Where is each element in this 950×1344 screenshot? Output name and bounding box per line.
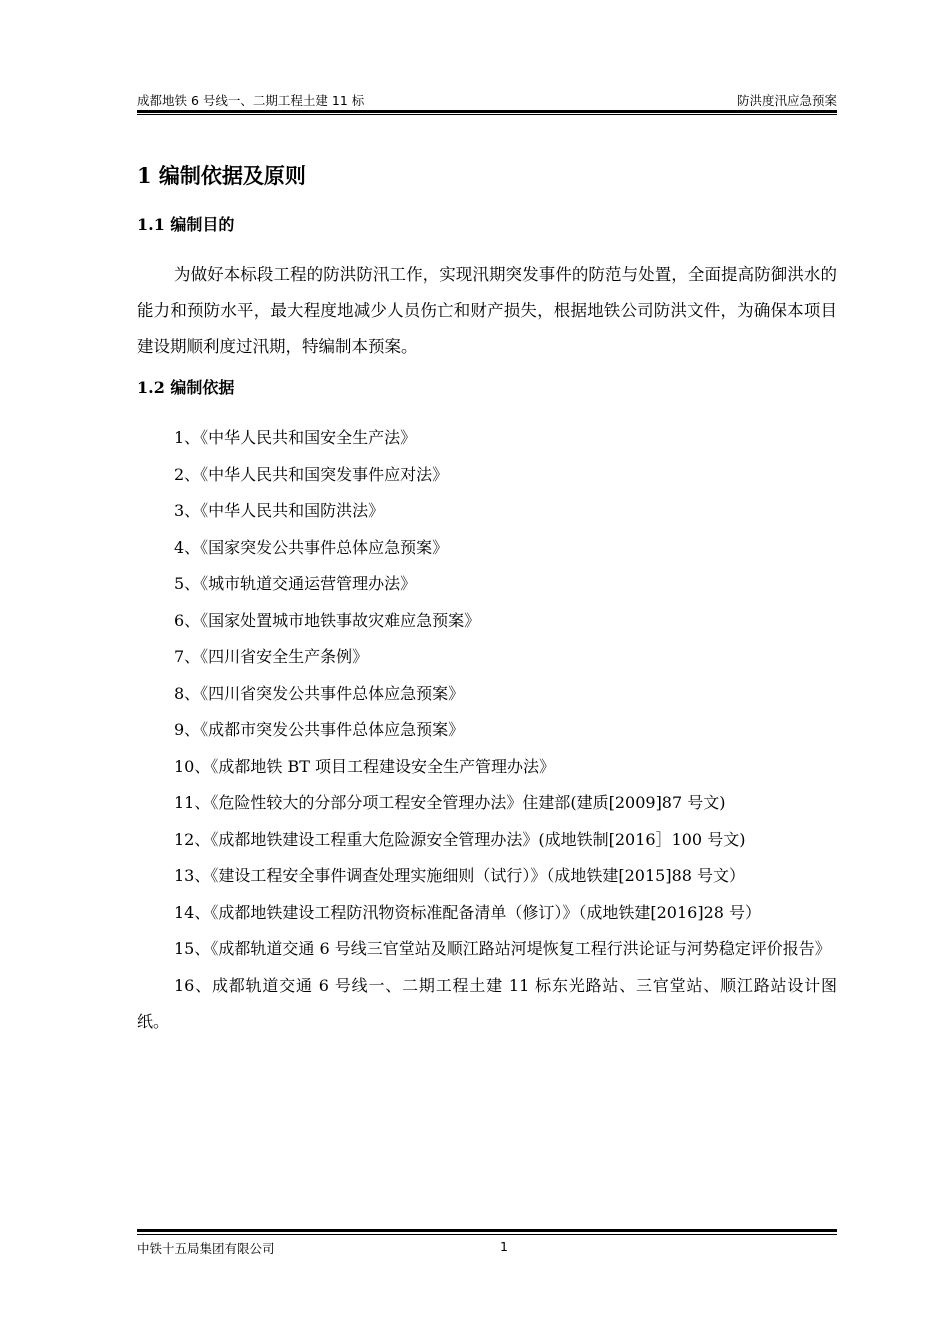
footer-company: 中铁十五局集团有限公司 bbox=[137, 1241, 275, 1256]
section-heading-1-1: 1.1 编制目的 bbox=[137, 215, 235, 234]
list-item: 15、《成都轨道交通 6 号线三官堂站及顺江路站河堤恢复工程行洪论证与河势稳定评价报告》 bbox=[174, 939, 831, 958]
list-item: 3、《中华人民共和国防洪法》 bbox=[174, 501, 385, 520]
basis-list bbox=[137, 420, 837, 1041]
header-divider-thick bbox=[137, 110, 837, 113]
purpose-paragraph: 为做好本标段工程的防洪防汛工作，实现汛期突发事件的防范与处置，全面提高防御洪水的能力和预防水平，最大程度地减少人员伤亡和财产损失，根据地铁公司防洪文件，为确保本项目建设期顺利度过汛期，特编制本预案。 bbox=[137, 265, 837, 356]
header-document-title: 防洪度汛应急预案 bbox=[736, 93, 837, 108]
header-project-title: 成都地铁 6 号线一、二期工程土建 11 标 bbox=[137, 93, 365, 108]
footer-divider-thick bbox=[137, 1229, 837, 1232]
list-item: 11、《危险性较大的分部分项工程安全管理办法》住建部(建质[2009]87 号文) bbox=[174, 793, 726, 812]
list-item: 14、《成都地铁建设工程防汛物资标准配备清单（修订）》（成地铁建[2016]28 号） bbox=[174, 902, 762, 922]
list-item: 4、《国家突发公共事件总体应急预案》 bbox=[174, 537, 449, 557]
list-item: 7、《四川省安全生产条例》 bbox=[174, 647, 369, 666]
list-item: 8、《四川省突发公共事件总体应急预案》 bbox=[174, 683, 465, 703]
list-item: 13、《建设工程安全事件调查处理实施细则（试行）》（成地铁建[2015]88 号文） bbox=[174, 866, 746, 885]
list-item: 9、《成都市突发公共事件总体应急预案》 bbox=[174, 720, 465, 739]
page-header bbox=[137, 91, 837, 111]
list-item: 12、《成都地铁建设工程重大危险源安全管理办法》(成地铁制[2016］100 号文) bbox=[174, 829, 746, 849]
footer-divider-thin bbox=[137, 1234, 837, 1235]
list-item: 16、成都轨道交通 6 号线一、二期工程土建 11 标东光路站、三官堂站、顺江路站设计图纸。 bbox=[137, 975, 837, 1031]
section-heading-1: 1 编制依据及原则 bbox=[137, 163, 306, 188]
section-heading-1-2: 1.2 编制依据 bbox=[137, 378, 235, 397]
header-divider-thin bbox=[137, 114, 837, 115]
page-number: 1 bbox=[500, 1239, 508, 1254]
list-item: 2、《中华人民共和国突发事件应对法》 bbox=[174, 464, 449, 484]
list-item: 10、《成都地铁 BT 项目工程建设安全生产管理办法》 bbox=[174, 756, 555, 776]
list-item: 1、《中华人民共和国安全生产法》 bbox=[174, 428, 417, 447]
list-item: 5、《城市轨道交通运营管理办法》 bbox=[174, 574, 417, 593]
list-item: 6、《国家处置城市地铁事故灾难应急预案》 bbox=[174, 610, 481, 630]
